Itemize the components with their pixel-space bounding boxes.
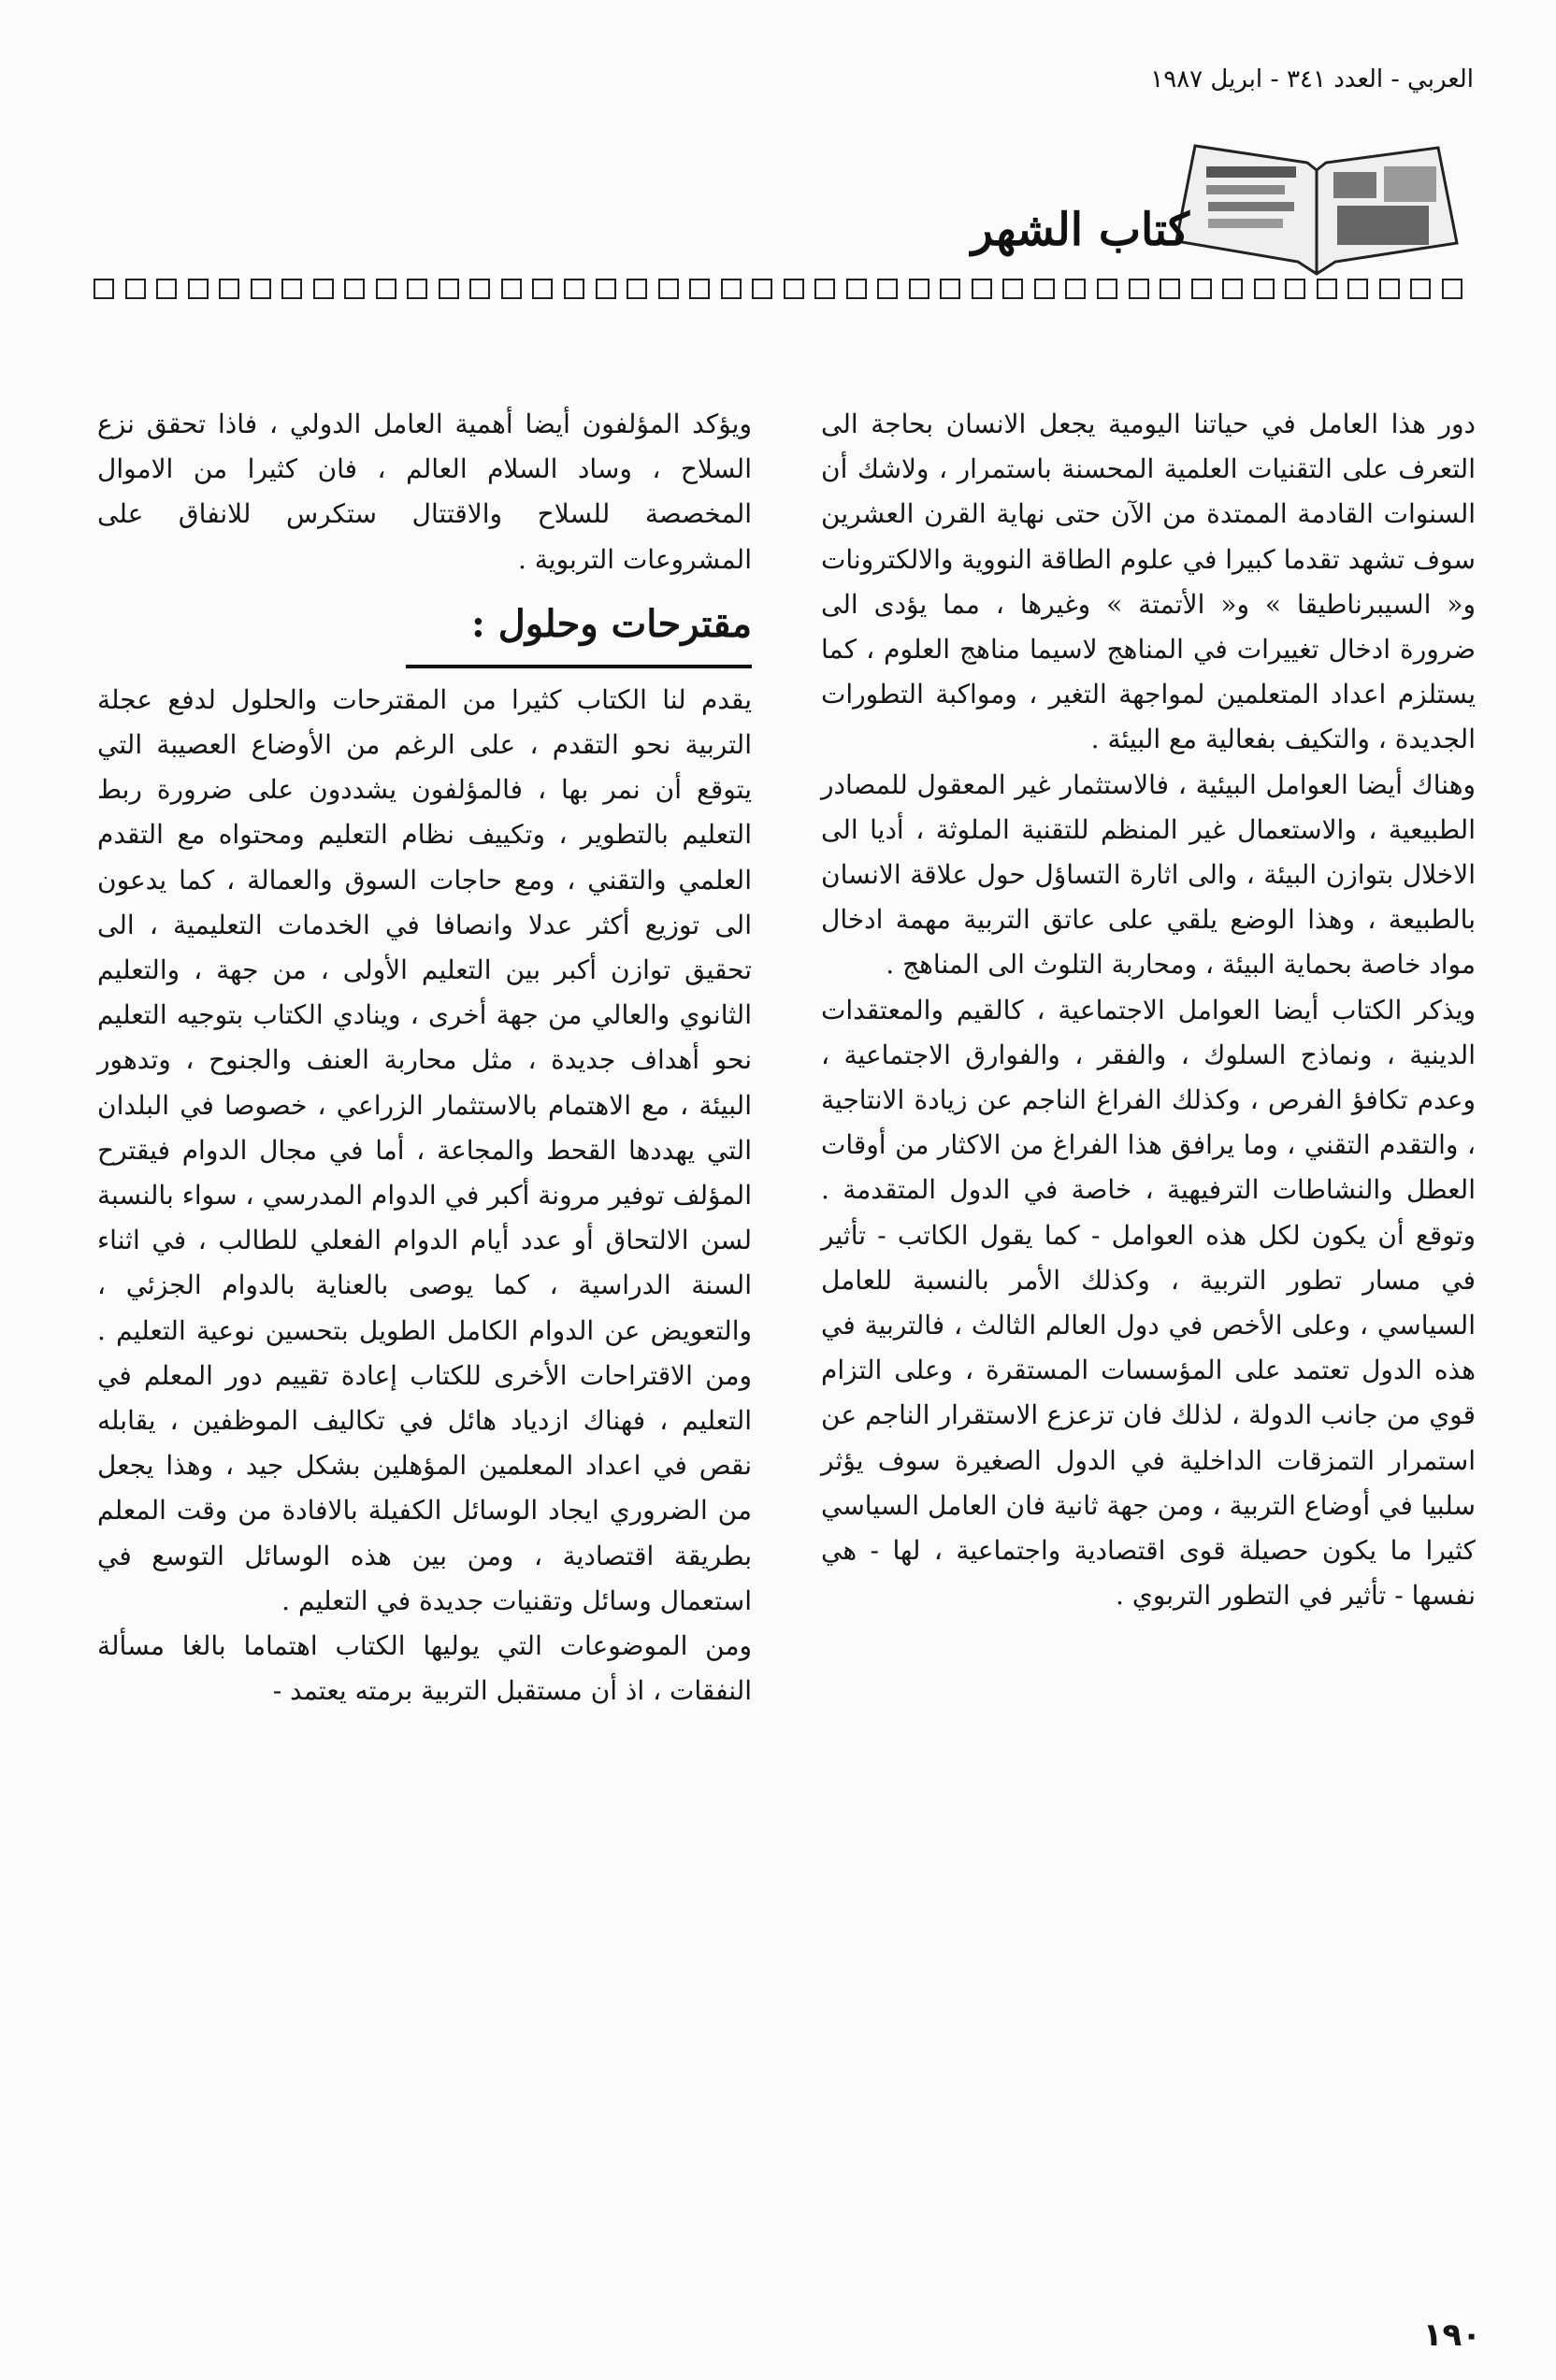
right-column [821,402,1476,1618]
left-paragraph: يقدم لنا الكتاب كثيرا من المقترحات والحلول لدفع عجلة التربية نحو التقدم ، على الرغم من الأوضاع العصيبة التي يتوقع أن نمر بها ، فالمؤلفون يشددون على ضرورة ربط التعليم بالتطوير ، وتكييف نظام التعليم ومحتواه مع التقدم العلمي والتقني ، ومع حاجات السوق والعمالة ، كما يدعون الى توزيع أكثر عدلا وانصافا في الخدمات التعليمية ، الى تحقيق توازن أكبر بين التعليم الأولى ، من جهة ، والتعليم الثانوي والعالي من جهة أخرى ، وينادي الكتاب بتوجيه التعليم نحو أهداف جديدة ، مثل محاربة العنف والجنوح ، وتدهور البيئة ، مع الاهتمام بالاستثمار الزراعي ، خصوصا في البلدان التي يهددها القحط والمجاعة ، أما في مجال الدوام فيقترح المؤلف توفير مرونة أكبر في الدوام المدرسي ، سواء بالنسبة لسن الالتحاق أو عدد أيام الدوام الفعلي للطالب ، في اثناء السنة الدراسية ، كما يوصى بالعناية بالدوام الجزئي ، والتعويض عن الدوام الكامل الطويل بتحسين نوعية التعليم . ومن الاقتراحات الأخرى للكتاب إعادة تقييم دور المعلم في التعليم ، فهناك ازدياد هائل في تكاليف الموظفين ، يقابله نقص في اعداد المعلمين المؤهلين بشكل جيد ، وهذا يجعل من الضروري ايجاد الوسائل الكفيلة بالافادة من وقت المعلم بطريقة اقتصادية ، ومن بين هذه الوسائل التوسع في استعمال وسائل وتقنيات جديدة في التعليم . [97,683,753,1616]
left-intro-paragraph: ويؤكد المؤلفون أيضا أهمية العامل الدولي ، فاذا تحقق نزع السلاح ، وساد السلام العالم ، فان كثيرا من الاموال المخصصة للسلاح والاقتتال ستكرس للانفاق على المشروعات التربوية . [97,409,752,575]
open-book-icon [1167,138,1466,279]
page-number: ١٩٠ [1422,2316,1481,2354]
section-title: كتاب الشهر [971,204,1189,256]
decorative-square-border [94,279,1462,307]
right-paragraph: وهناك أيضا العوامل البيئية ، فالاستثمار غير المعقول للمصادر الطبيعية ، والاستعمال غير المنظم للتقنية الملوثة ، أديا الى الاخلال بتوازن البيئة ، والى اثارة التساؤل حول علاقة الانسان بالطبيعة ، وهذا الوضع يلقي على عاتق التربية مهمة ادخال مواد خاصة بحماية البيئة ، ومحاربة التلوث الى المناهج . [821,768,1477,981]
issue-line: العربي - العدد ٣٤١ - ابريل ١٩٨٧ [1150,65,1474,93]
subheading-suggestions: مقترحات وحلول : [406,592,752,668]
right-paragraph: دور هذا العامل في حياتنا اليومية يجعل الانسان بحاجة الى التعرف على التقنيات العلمية المحسنة باستمرار ، ولاشك أن السنوات القادمة الممتدة من الآن حتى نهاية القرن العشرين سوف تشهد تقدما كبيرا في علوم الطاقة النووية والالكترونات و« السيبرناطيقا » و« الأتمتة » وغيرها ، مما يؤدى الى ضرورة ادخال تغييرات في المناهج لاسيما مناهج العلوم ، كما يستلزم اعداد المتعلمين لمواجهة التغير ، ومواكبة التطورات الجديدة ، والتكيف بفعالية مع البيئة . [821,409,1476,755]
right-paragraph: ويذكر الكتاب أيضا العوامل الاجتماعية ، كالقيم والمعتقدات الدينية ، ونماذج السلوك ، والفقر ، والفوارق الاجتماعية ، وعدم تكافؤ الفرص ، وكذلك الفراغ الناجم عن زيادة الانتاجية ، والتقدم التقني ، وما يرافق هذا الفراغ من الاكثار من أوقات العطل والنشاطات الترفيهية ، خاصة في الدول المتقدمة . وتوقع أن يكون لكل هذه العوامل - كما يقول الكاتب - تأثير في مسار تطور التربية ، وكذلك الأمر بالنسبة للعامل السياسي ، وعلى الأخص في دول العالم الثالث ، فالتربية في هذه الدول تعتمد على المؤسسات المستقرة ، وعلى التزام قوي من جانب الدولة ، لذلك فان تزعزع الاستقرار الناجم عن استمرار التمزقات الداخلية في الدول الصغيرة سوف يؤثر سلبيا في أوضاع التربية ، ومن جهة ثانية فان العامل السياسي كثيرا ما يكون حصيلة قوى اقتصادية واجتماعية ، لها - هي نفسها - تأثير في التطور التربوي . [821,994,1476,1612]
left-paragraph: ومن الموضوعات التي يوليها الكتاب اهتماما بالغا مسألة النفقات ، اذ أن مستقبل التربية برمته يعتمد - [97,1630,752,1707]
left-column [97,402,752,1713]
